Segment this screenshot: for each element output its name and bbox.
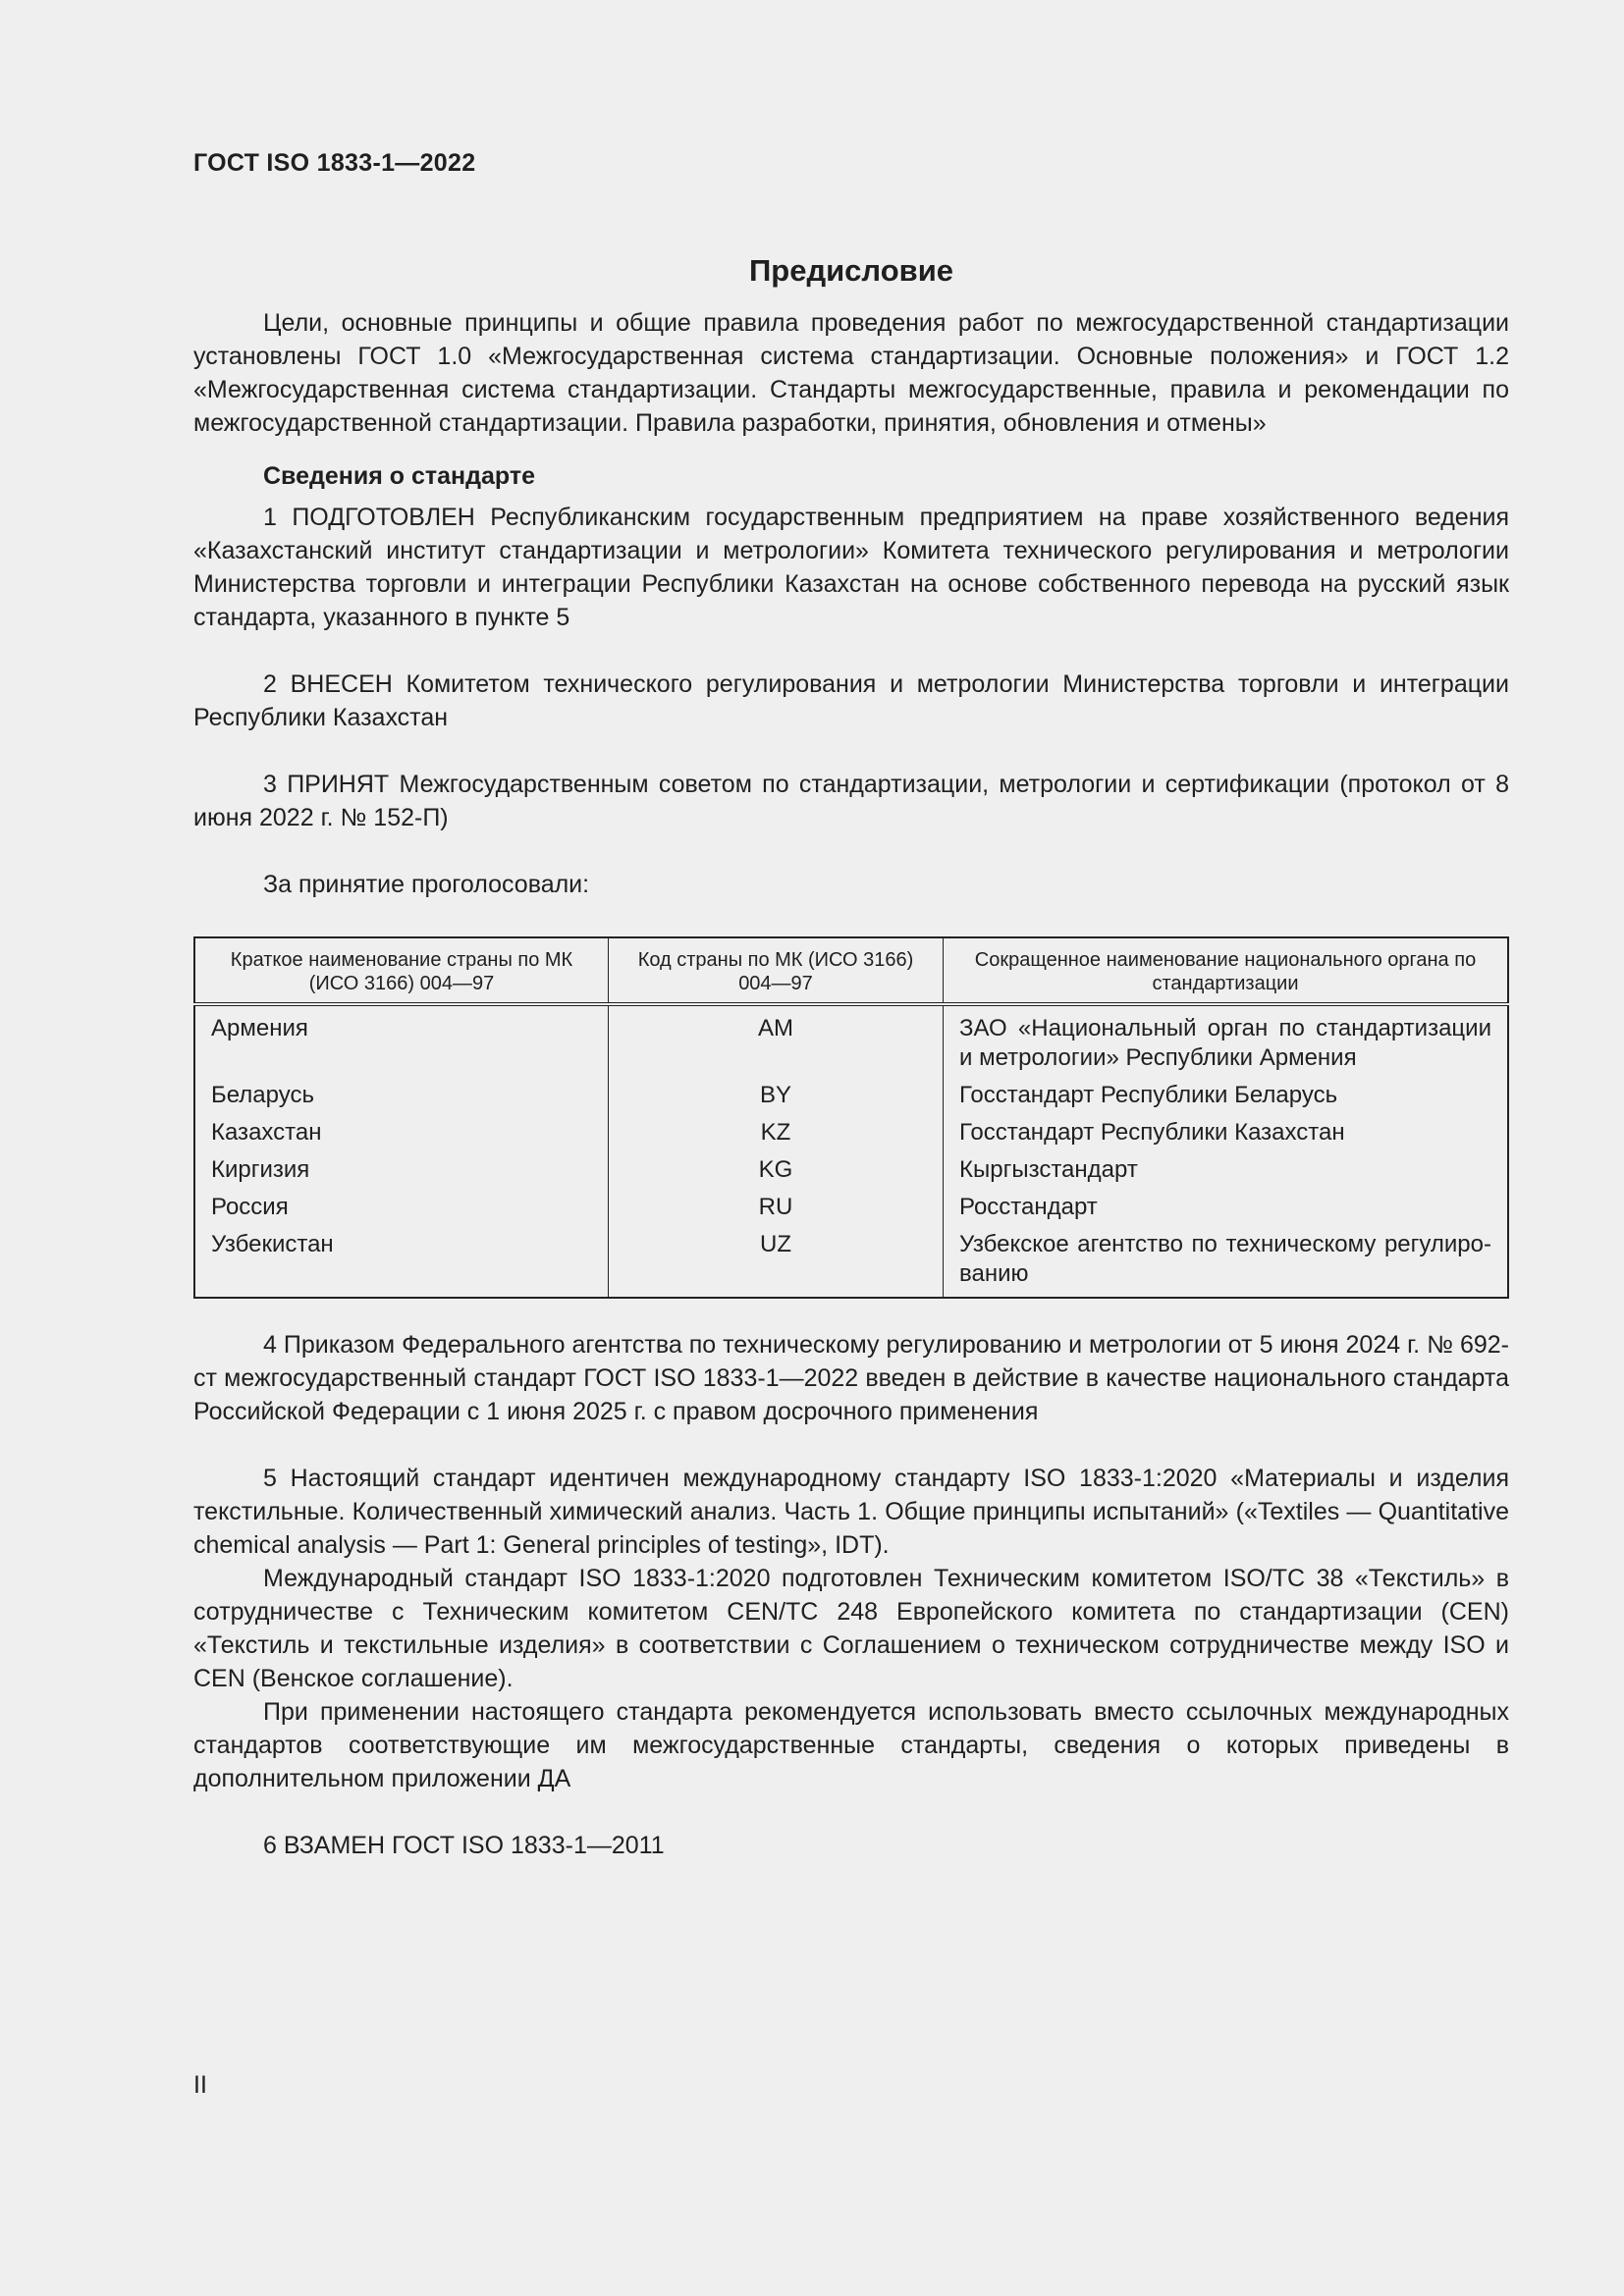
document-id: ГОСТ ISO 1833-1—2022: [193, 149, 476, 177]
table-row: [194, 1114, 1508, 1151]
organization-cell: Узбекское агентство по техническому регулированию: [944, 1226, 1509, 1298]
code-cell: KG: [609, 1151, 944, 1189]
country-cell: Узбекистан: [194, 1226, 609, 1298]
page-number: II: [193, 2071, 207, 2099]
code-cell: RU: [609, 1189, 944, 1226]
organization-cell: Госстандарт Республики Беларусь: [944, 1077, 1509, 1114]
table-row: [194, 1004, 1508, 1077]
country-cell: Россия: [194, 1189, 609, 1226]
item-5-iso-committee-paragraph: Международный стандарт ISO 1833-1:2020 подготовлен Техническим комитетом ISO/TC 38 «Текстиль» в сотрудничестве с Техническим комитетом CEN/TC 248 Европейского комитета по стандартизации (CEN) «Текстиль и текстильные изделия» в соответствии с Соглашением о техническом сотрудничестве между ISO и CEN (Венское соглашение).: [193, 1565, 1509, 1692]
country-cell: Армения: [194, 1004, 609, 1077]
item-2-paragraph: 2 ВНЕСЕН Комитетом технического регулирования и метрологии Министерства торговли и интеграции Республики Казахстан: [193, 670, 1509, 731]
intro-paragraph: Цели, основные принципы и общие правила проведения работ по межгосударственной стандартизации установлены ГОСТ 1.0 «Межгосударственная система стандартизации. Основные положения» и ГОСТ 1.2 «Межгосударственная система стандартизации. Стандарты межгосударственные, правила и рекомендации по межгосударственной стандартизации. Правила разработки, принятия, обновления и отмены»: [193, 309, 1509, 437]
table-row: [194, 1226, 1508, 1298]
country-cell: Казахстан: [194, 1114, 609, 1151]
item-4-paragraph: 4 Приказом Федерального агентства по техническому регулированию и метрологии от 5 июня 2024 г. № 692-ст межгосударственный стандарт ГОСТ ISO 1833-1—2022 введен в действие в качестве национального стандарта Российской Федерации с 1 июня 2025 г. с правом досрочного применения: [193, 1331, 1509, 1425]
table-row: [194, 1077, 1508, 1114]
code-cell: UZ: [609, 1226, 944, 1298]
item-5-paragraph: 5 Настоящий стандарт идентичен международному стандарту ISO 1833-1:2020 «Материалы и изделия текстильные. Количественный химический анализ. Часть 1. Общие принципы испытаний» («Textiles — Quantitative chemical analysis — Part 1: General principles of testing», IDT).: [193, 1465, 1509, 1559]
table-row: [194, 1189, 1508, 1226]
item-1-paragraph: 1 ПОДГОТОВЛЕН Республиканским государственным предприятием на праве хозяйственного ведения «Казахстанский институт стандартизации и метрологии» Комитета технического регулирования и метрологии Министерства торговли и интеграции Республики Казахстан на основе собственного перевода на русский язык стандарта, указанного в пункте 5: [193, 504, 1509, 631]
header-country: Краткое наименование страны по МК (ИСО 3166) 004—97: [194, 937, 609, 1004]
organization-cell: Росстандарт: [944, 1189, 1509, 1226]
organization-cell: ЗАО «Национальный орган по стандартизации и метрологии» Республики Армения: [944, 1004, 1509, 1077]
section-subheading: Сведения о стандарте: [263, 462, 536, 490]
table-row: [194, 1151, 1508, 1189]
item-6-paragraph: 6 ВЗАМЕН ГОСТ ISO 1833-1—2011: [263, 1832, 665, 1859]
page-title: Предисловие: [748, 253, 953, 288]
vote-paragraph: За принятие проголосовали:: [263, 871, 590, 898]
country-cell: Киргизия: [194, 1151, 609, 1189]
code-cell: AM: [609, 1004, 944, 1077]
country-cell: Беларусь: [194, 1077, 609, 1114]
member-states-table: [193, 936, 1509, 1299]
code-cell: KZ: [609, 1114, 944, 1151]
organization-cell: Кыргызстандарт: [944, 1151, 1509, 1189]
organization-cell: Госстандарт Республики Казахстан: [944, 1114, 1509, 1151]
item-5-references-paragraph: При применении настоящего стандарта рекомендуется использовать вместо ссылочных международных стандартов соответствующие им межгосударственные стандарты, сведения о которых приведены в дополнительном приложении ДА: [193, 1698, 1509, 1792]
item-3-paragraph: 3 ПРИНЯТ Межгосударственным советом по стандартизации, метрологии и сертификации (протокол от 8 июня 2022 г. № 152-П): [193, 771, 1509, 831]
header-code: Код страны по МК (ИСО 3166) 004—97: [609, 937, 944, 1004]
table-header-row: [194, 937, 1508, 1004]
header-organization: Сокращенное наименование национального органа по стандартизации: [944, 937, 1509, 1004]
code-cell: BY: [609, 1077, 944, 1114]
